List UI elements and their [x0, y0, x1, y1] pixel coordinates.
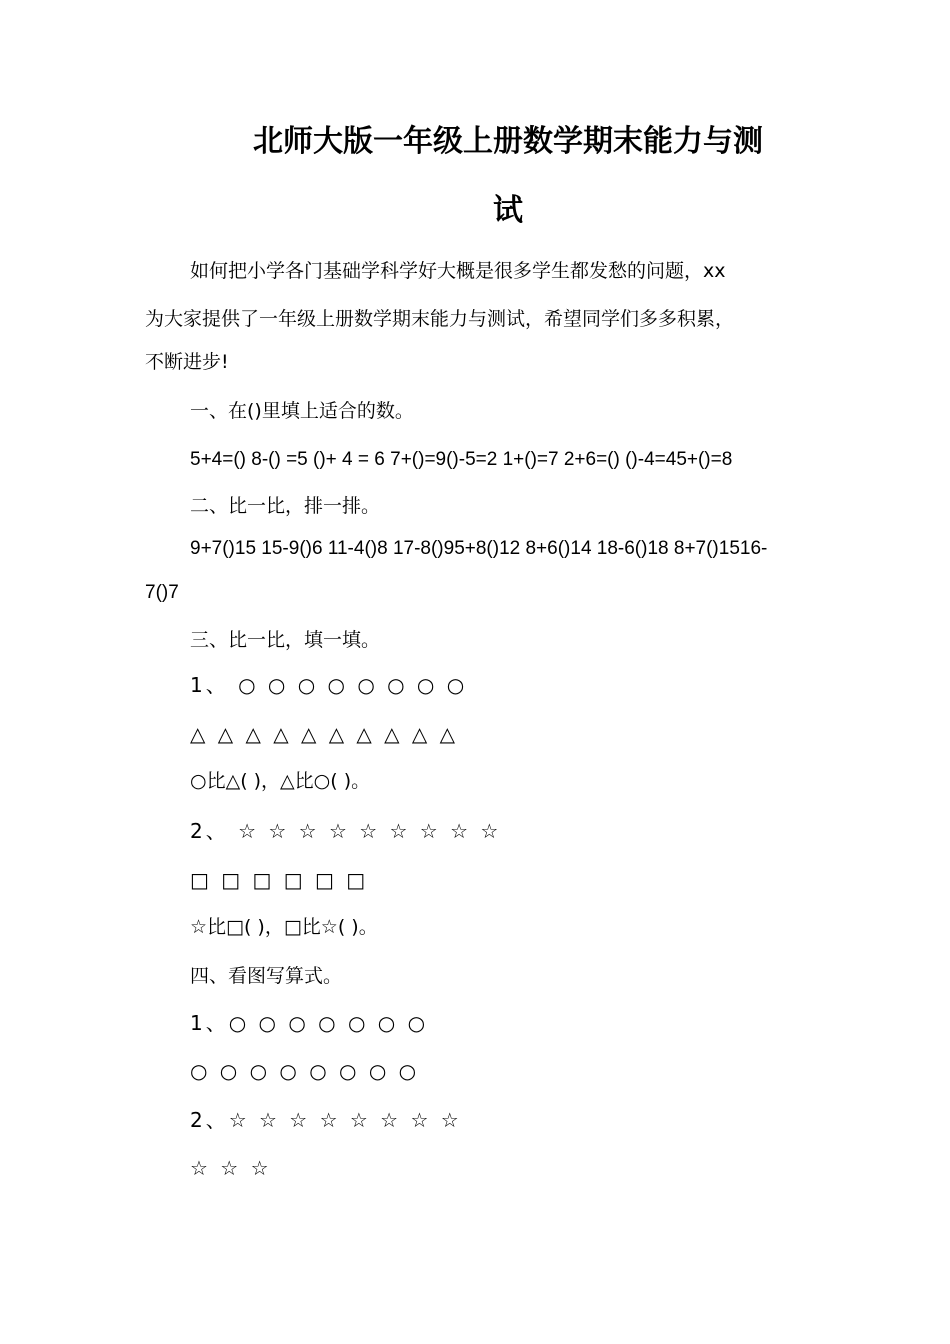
section1-content: 5+4=() 8-() =5 ()+ 4 = 6 7+()=9()-5=2 1+()=7 2+6=() ()-4=45+()=8 — [190, 449, 733, 470]
section2-content-line2: 7()7 — [145, 582, 179, 603]
document-title-line1: 北师大版一年级上册数学期末能力与测 — [253, 124, 763, 159]
intro-line-2: 为大家提供了一年级上册数学期末能力与测试，希望同学们多多积累， — [145, 308, 735, 330]
section2-content-line1: 9+7()15 15-9()6 11-4()8 17-8()95+8()12 8+6()14 18-6()18 8+7()1516- — [190, 538, 768, 559]
section3-item1-circles: 1、 ○ ○ ○ ○ ○ ○ ○ ○ — [190, 673, 468, 697]
intro-line-1: 如何把小学各门基础学科学好大概是很多学生都发愁的问题，xx — [190, 260, 726, 282]
section4-item1-row1: 1、○ ○ ○ ○ ○ ○ ○ — [190, 1011, 429, 1035]
section3-item2-compare: ☆比□( )，□比☆( )。 — [190, 916, 378, 938]
section3-item1-triangles: △ △ △ △ △ △ △ △ △ △ — [190, 722, 459, 746]
section4-item2-row2: ☆ ☆ ☆ — [190, 1156, 272, 1180]
section3-item2-squares: □ □ □ □ □ □ — [190, 868, 369, 892]
section3-item1-compare: ○比△( )，△比○( )。 — [190, 770, 371, 792]
document-title-line2: 试 — [493, 193, 523, 228]
section4-heading: 四、看图写算式。 — [190, 965, 343, 987]
section4-item2-row1: 2、☆ ☆ ☆ ☆ ☆ ☆ ☆ ☆ — [190, 1108, 462, 1132]
section2-heading: 二、比一比，排一排。 — [190, 495, 381, 517]
section1-heading: 一、在()里填上适合的数。 — [190, 400, 414, 422]
section3-heading: 三、比一比，填一填。 — [190, 629, 381, 651]
section4-item1-row2: ○ ○ ○ ○ ○ ○ ○ ○ — [190, 1059, 420, 1083]
section3-item2-stars: 2、 ☆ ☆ ☆ ☆ ☆ ☆ ☆ ☆ ☆ — [190, 819, 502, 843]
intro-line-3: 不断进步! — [145, 351, 229, 373]
